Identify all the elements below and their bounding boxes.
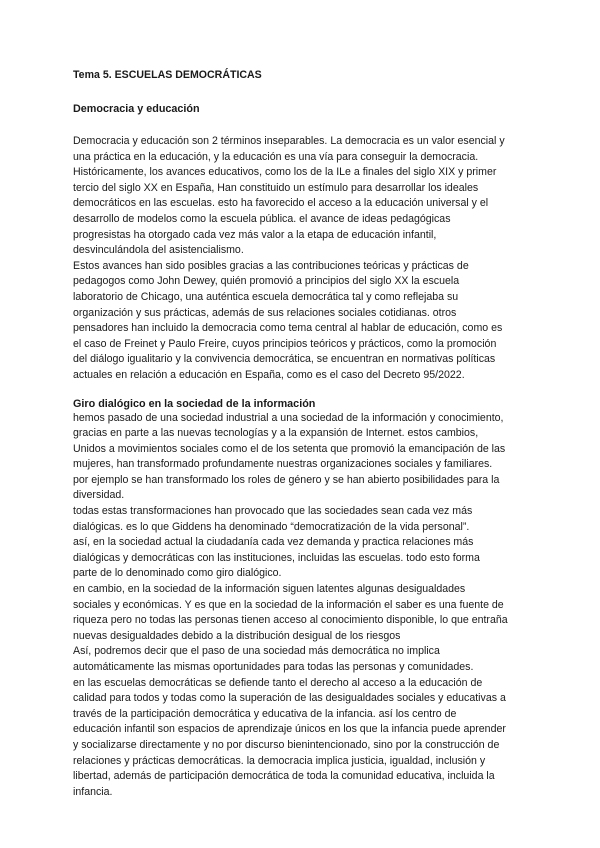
paragraph-line: libertad, además de participación democrática de toda la comunidad educativa, incluida la [73,770,495,783]
paragraph-line: calidad para todos y todas como la superación de las desigualdades sociales y educativas a [73,692,506,705]
paragraph-line: través de la participación democrática y educativa de la infancia. así los centro de [73,707,457,720]
section-heading-giro-dialogico: Giro dialógico en la sociedad de la información [73,397,316,410]
paragraph-line: organización y sus prácticas, además de sus relaciones sociales cotidianas. otros [73,306,457,319]
paragraph-line: en las escuelas democráticas se defiende tanto el derecho al acceso a la educación de [73,676,483,689]
paragraph-line: laboratorio de Chicago, una auténtica escuela democrática tal y como reflejaba su [73,290,459,303]
paragraph-line: dialógicas. es lo que Giddens ha denominado “democratización de la vida personal”. [73,520,470,533]
paragraph-line: en cambio, en la sociedad de la información siguen latentes algunas desigualdades [73,583,466,596]
paragraph-line: el caso de Freinet y Paulo Freire, cuyos principios teóricos y prácticos, como la promoción [73,337,497,350]
paragraph-line: infancia. [73,785,113,798]
paragraph-line: Democracia y educación son 2 términos inseparables. La democracia es un valor esencial y [73,135,505,147]
document-title: Tema 5. ESCUELAS DEMOCRÁTICAS [73,69,262,81]
paragraph-line: riqueza pero no todas las personas tienen acceso al conocimiento disponible, lo que entraña [73,614,508,627]
paragraph-line: así, en la sociedad actual la ciudadanía cada vez demanda y practica relaciones más [73,536,474,549]
paragraph-line: Así, podremos decir que el paso de una sociedad más democrática no implica [73,645,440,658]
paragraph-line: todas estas transformaciones han provocado que las sociedades sean cada vez más [73,505,473,518]
section-body-giro-dialogico [73,411,533,801]
paragraph-line: pensadores han incluido la democracia como tema central al hablar de educación, como es [73,322,503,335]
paragraph-line: automáticamente las mismas oportunidades para todas las personas y comunidades. [73,661,474,673]
paragraph-line: Unidos a movimientos sociales como el de los setenta que promovió la emancipación de las [73,442,506,455]
paragraph-line: por ejemplo se han transformado los roles de género y se han abierto posibilidades para la [73,473,500,486]
paragraph-line: actuales en relación a educación en España, como es el caso del Decreto 95/2022. [73,368,465,381]
paragraph-line: progresistas ha otorgado cada vez más valor a la etapa de educación infantil, [73,228,437,241]
paragraph-line: dialógicas y democráticas con las instituciones, incluidas las escuelas. todo esto forma [73,551,480,564]
paragraph-line: democráticos en las escuelas. esto ha favorecido el acceso a la educación universal y el [73,197,489,210]
paragraph-line: desvinculándola del asistencialismo. [73,244,244,257]
paragraph-line: gracias en parte a las nuevas tecnologías y a la expansión de Internet. estos cambios, [73,427,479,440]
paragraph-line: desarrollo de modelos como la escuela pública. el avance de ideas pedagógicas [73,212,451,225]
paragraph-line: y socializarse directamente y no por discurso bienintencionado, sino por la construcción de [73,738,500,751]
paragraph-line: tercio del siglo XX en España, Han constituido un estímulo para desarrollar los ideales [73,181,479,194]
document-body [73,68,533,800]
paragraph-line: pedagogos como John Dewey, quién promovió a principios del siglo XX la escuela [73,275,460,288]
paragraph-line: parte de lo denominado como giro dialógico. [73,567,282,580]
paragraph-line: nuevas desigualdades debido a la distribución desigual de los riesgos [73,629,401,642]
section-heading-democracia: Democracia y educación [73,103,200,115]
paragraph-line: Históricamente, los avances educativos, como los de la ILe a finales del siglo XIX y primer [73,166,497,179]
paragraph-line: Estos avances han sido posibles gracias a las contribuciones teóricas y prácticas de [73,259,469,272]
paragraph-line: del diálogo igualitario y la convivencia democrática, se encuentran en normativas políticas [73,353,496,366]
paragraph-line: hemos pasado de una sociedad industrial a una sociedad de la información y conocimiento, [73,411,504,424]
paragraph-line: sociales y económicas. Y es que en la sociedad de la información el saber es una fuente de [73,598,504,611]
section-body-democracia [73,134,533,384]
paragraph-line: relaciones y prácticas democráticas. la democracia implica justicia, igualdad, inclusión y [73,754,486,767]
paragraph-line: mujeres, han transformado profundamente nuestras organizaciones sociales y familiares. [73,458,493,471]
paragraph-line: una práctica en la educación, y la educación es una vía para conseguir la democracia. [73,150,479,163]
paragraph-line: educación infantil son espacios de aprendizaje únicos en los que la infancia puede aprender [73,723,506,736]
paragraph-line: diversidad. [73,489,125,502]
